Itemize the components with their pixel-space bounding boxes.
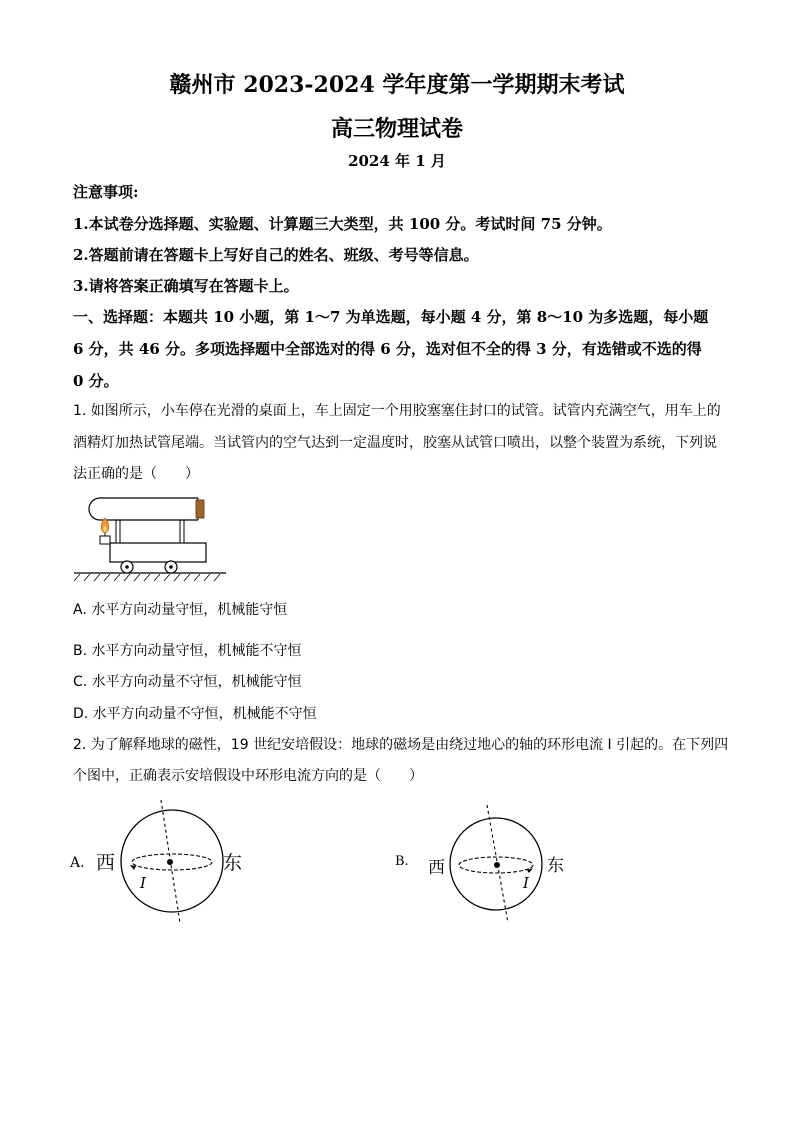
option-a: A. 水平方向动量守恒，机械能守恒	[73, 602, 288, 618]
option-d: D. 水平方向动量不守恒，机械能不守恒	[73, 706, 317, 722]
section-instructions: 0 分。	[73, 372, 119, 390]
note-item: 1.本试卷分选择题、实验题、计算题三大类型，共 100 分。考试时间 75 分钟。	[73, 215, 612, 233]
section-instructions: 一、选择题：本题共 10 小题，第 1～7 为单选题，每小题 4 分，第 8～10 为多选题，每小题	[73, 308, 709, 326]
west-label: 西	[96, 852, 116, 874]
cart-test-tube-figure	[70, 488, 230, 582]
east-label: 东	[547, 856, 564, 876]
exam-date: 2024 年 1 月	[348, 152, 446, 170]
current-label: I	[523, 874, 529, 892]
notes-heading: 注意事项:	[73, 183, 139, 201]
question-1-stem: 法正确的是（ ）	[73, 466, 199, 482]
question-2-stem: 个图中，正确表示安培假设中环形电流方向的是（ ）	[73, 768, 423, 784]
option-b: B. 水平方向动量守恒，机械能不守恒	[73, 643, 302, 659]
note-item: 3.请将答案正确填写在答题卡上。	[73, 277, 299, 295]
section-instructions: 6 分，共 46 分。多项选择题中全部选对的得 6 分，选对但不全的得 3 分，有选错或不选的得	[73, 340, 702, 358]
east-label: 东	[223, 852, 243, 874]
exam-title: 赣州市 2023-2024 学年度第一学期期末考试	[169, 72, 625, 98]
question-2-stem: 2. 为了解释地球的磁性，19 世纪安培假设：地球的磁场是由绕过地心的轴的环形电流 I 引起的。在下列四	[73, 737, 729, 753]
question-1-stem: 1. 如图所示，小车停在光滑的桌面上，车上固定一个用胶塞塞住封口的试管。试管内充满空气，用车上的	[73, 403, 721, 419]
note-item: 2.答题前请在答题卡上写好自己的姓名、班级、考号等信息。	[73, 246, 479, 264]
figure-label: B.	[395, 854, 409, 869]
west-label: 西	[428, 858, 445, 878]
question-1-stem: 酒精灯加热试管尾端。当试管内的空气达到一定温度时，胶塞从试管口喷出，以整个装置为系统，下列说	[73, 435, 717, 451]
figure-label: A.	[70, 855, 85, 871]
current-label: I	[140, 874, 146, 892]
earth-figure-a	[70, 795, 280, 925]
exam-subtitle: 高三物理试卷	[330, 116, 463, 142]
earth-figure-b	[395, 795, 585, 925]
option-c: C. 水平方向动量不守恒，机械能守恒	[73, 674, 302, 690]
